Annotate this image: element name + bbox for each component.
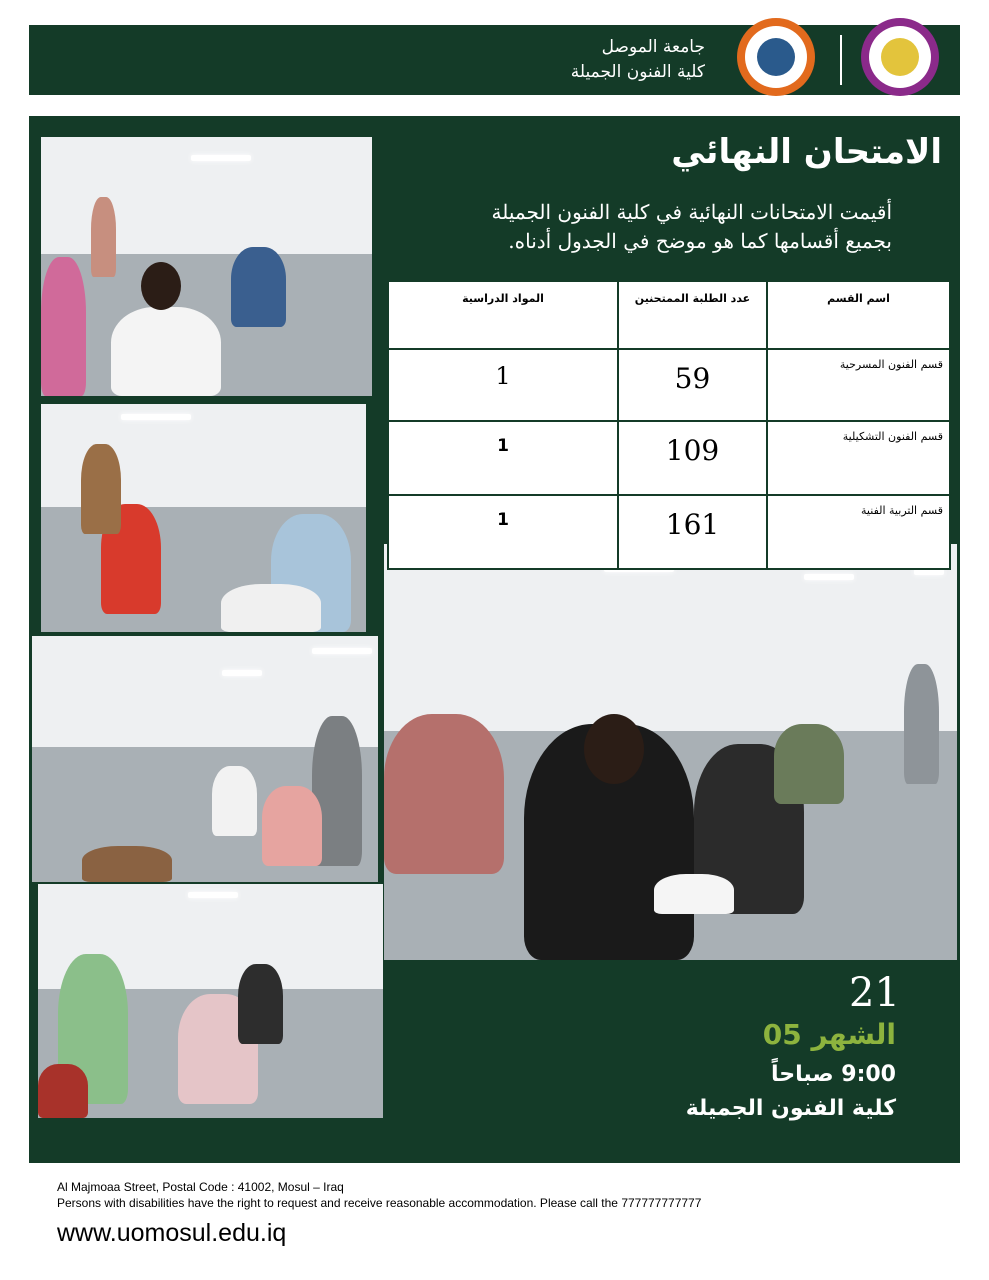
content-panel xyxy=(29,116,960,1163)
exam-hall-photo-1 xyxy=(41,137,372,396)
results-table xyxy=(387,280,951,570)
page-title: الامتحان النهائي xyxy=(671,132,942,172)
column-header-student-count: عدد الطلبة الممتحنين xyxy=(618,281,767,349)
subjects-cell: 1 xyxy=(388,421,618,495)
department-cell: قسم الفنون التشكيلية xyxy=(767,421,950,495)
table-header-row xyxy=(388,281,950,349)
exam-hall-photo-4 xyxy=(38,884,383,1118)
footer-website-link[interactable]: www.uomosul.edu.iq xyxy=(57,1219,287,1247)
subjects-cell: 1 xyxy=(388,495,618,569)
student-count-cell: 161 xyxy=(618,495,767,569)
table-row xyxy=(388,495,950,569)
student-count-cell: 59 xyxy=(618,349,767,421)
header-text xyxy=(571,35,705,85)
footer xyxy=(57,1179,701,1248)
university-name: جامعة الموصل xyxy=(601,37,705,57)
exam-time: 9:00 صباحاً xyxy=(770,1062,896,1087)
subjects-cell: 1 xyxy=(388,349,618,421)
exam-hall-photo-3 xyxy=(32,636,378,882)
column-header-subjects: المواد الدراسية xyxy=(388,281,618,349)
college-logo xyxy=(861,18,939,96)
department-cell: قسم التربية الفنية xyxy=(767,495,950,569)
exam-hall-photo-large xyxy=(384,544,957,960)
university-logo xyxy=(737,18,815,96)
exam-month: الشهر 05 xyxy=(762,1018,896,1051)
logo-divider xyxy=(840,35,842,85)
footer-address: Al Majmoaa Street, Postal Code : 41002, Mosul – Iraq xyxy=(57,1180,344,1194)
exam-venue: كلية الفنون الجميلة xyxy=(685,1096,896,1121)
footer-accessibility-note: Persons with disabilities have the right to request and receive reasonable accommodation. Please call the 777777777777 xyxy=(57,1196,702,1210)
table-row xyxy=(388,421,950,495)
exam-day: 21 xyxy=(849,970,900,1016)
header-band xyxy=(29,25,960,95)
exam-hall-photo-2 xyxy=(41,404,366,632)
intro-paragraph: أقيمت الامتحانات النهائية في كلية الفنون الجميلة بجميع أقسامها كما هو موضح في الجدول أدناه. xyxy=(491,200,892,253)
table-row xyxy=(388,349,950,421)
college-name: كلية الفنون الجميلة xyxy=(570,62,705,82)
student-count-cell: 109 xyxy=(618,421,767,495)
column-header-department: اسم القسم xyxy=(767,281,950,349)
department-cell: قسم الفنون المسرحية xyxy=(767,349,950,421)
